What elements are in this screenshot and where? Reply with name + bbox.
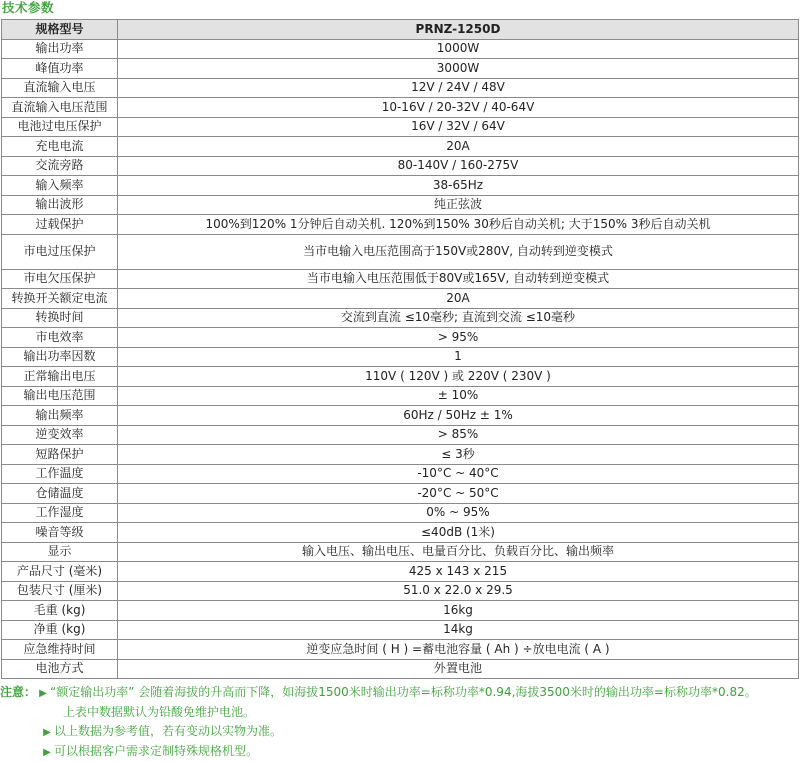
header-label: 规格型号: [2, 20, 118, 40]
table-row: [2, 464, 799, 484]
table-row: [2, 620, 799, 640]
table-row: [2, 562, 799, 582]
row-label: 输出功率: [2, 39, 118, 59]
note-text: “额定输出功率” 会随着海拔的升高而下降，如海拔1500米时输出功率=标称功率*0.94,海拔3500米时的输出功率=标称功率*0.82。: [50, 685, 757, 699]
row-label: 直流输入电压: [2, 78, 118, 98]
row-label: 输出电压范围: [2, 386, 118, 406]
row-value: 3000W: [118, 59, 799, 79]
row-value: > 95%: [118, 328, 799, 348]
row-value: 20A: [118, 289, 799, 309]
row-label: 产品尺寸 (毫米): [2, 562, 118, 582]
row-label: 电池方式: [2, 659, 118, 679]
note-lead: 注意：: [0, 685, 37, 699]
row-label: 峰值功率: [2, 59, 118, 79]
table-row: [2, 98, 799, 118]
table-row: [2, 484, 799, 504]
table-row: [2, 234, 799, 269]
row-value: 当市电输入电压范围高于150V或280V, 自动转到逆变模式: [118, 234, 799, 269]
row-label: 毛重 (kg): [2, 601, 118, 621]
row-value: 51.0 x 22.0 x 29.5: [118, 581, 799, 601]
table-row: [2, 581, 799, 601]
row-label: 直流输入电压范围: [2, 98, 118, 118]
row-value: > 85%: [118, 425, 799, 445]
table-row: [2, 39, 799, 59]
notes-section: [0, 683, 800, 762]
row-value: 1000W: [118, 39, 799, 59]
row-value: 16V / 32V / 64V: [118, 117, 799, 137]
row-value: ≤40dB (1米): [118, 523, 799, 543]
row-value: 110V ( 120V ) 或 220V ( 230V ): [118, 367, 799, 387]
row-value: 外置电池: [118, 659, 799, 679]
row-label: 输出波形: [2, 195, 118, 215]
row-label: 市电过压保护: [2, 234, 118, 269]
note-text: 可以根据客户需求定制特殊规格机型。: [54, 744, 259, 758]
row-label: 转换时间: [2, 308, 118, 328]
row-value: 1: [118, 347, 799, 367]
row-label: 输出频率: [2, 406, 118, 426]
table-row: [2, 328, 799, 348]
table-row: [2, 386, 799, 406]
row-value: 60Hz / 50Hz ± 1%: [118, 406, 799, 426]
table-row: [2, 59, 799, 79]
row-value: -10°C ~ 40°C: [118, 464, 799, 484]
spec-table: [1, 19, 799, 679]
row-label: 噪音等级: [2, 523, 118, 543]
row-value: 逆变应急时间 ( H ) =蓄电池容量 ( Ah ) ÷放电电流 ( A ): [118, 640, 799, 660]
note-line-4: [0, 742, 800, 762]
row-value: 20A: [118, 137, 799, 157]
row-label: 市电效率: [2, 328, 118, 348]
note-text: 上表中数据默认为铅酸免维护电池。: [63, 705, 256, 719]
row-label: 包装尺寸 (厘米): [2, 581, 118, 601]
row-value: 80-140V / 160-275V: [118, 156, 799, 176]
section-title: 技术参数: [2, 0, 55, 15]
row-label: 输入频率: [2, 176, 118, 196]
row-value: 10-16V / 20-32V / 40-64V: [118, 98, 799, 118]
row-label: 显示: [2, 542, 118, 562]
row-label: 充电电流: [2, 137, 118, 157]
table-row: [2, 78, 799, 98]
row-label: 转换开关额定电流: [2, 289, 118, 309]
table-row: [2, 406, 799, 426]
spec-table-body: [2, 39, 799, 679]
table-row: [2, 176, 799, 196]
table-row: [2, 640, 799, 660]
table-row: [2, 215, 799, 235]
table-row: [2, 425, 799, 445]
table-row: [2, 347, 799, 367]
row-label: 市电欠压保护: [2, 269, 118, 289]
row-label: 正常输出电压: [2, 367, 118, 387]
row-value: 输入电压、输出电压、电量百分比、负载百分比、输出频率: [118, 542, 799, 562]
row-value: 纯正弦波: [118, 195, 799, 215]
row-label: 工作温度: [2, 464, 118, 484]
table-row: [2, 269, 799, 289]
table-row: [2, 308, 799, 328]
row-value: 12V / 24V / 48V: [118, 78, 799, 98]
row-value: -20°C ~ 50°C: [118, 484, 799, 504]
note-line-1: [0, 683, 800, 703]
table-row: [2, 659, 799, 679]
table-row: [2, 542, 799, 562]
table-row: [2, 445, 799, 465]
arrow-icon: ▶: [39, 688, 47, 699]
row-label: 净重 (kg): [2, 620, 118, 640]
table-row: [2, 289, 799, 309]
table-row: [2, 117, 799, 137]
table-row: [2, 523, 799, 543]
row-label: 应急维持时间: [2, 640, 118, 660]
row-label: 工作湿度: [2, 503, 118, 523]
table-row: [2, 601, 799, 621]
table-row: [2, 367, 799, 387]
row-value: ± 10%: [118, 386, 799, 406]
table-row: [2, 137, 799, 157]
row-value: 100%到120% 1分钟后自动关机. 120%到150% 30秒后自动关机; 大于150% 3秒后自动关机: [118, 215, 799, 235]
table-header-row: [2, 20, 799, 40]
arrow-icon: ▶: [43, 747, 51, 758]
row-label: 输出功率因数: [2, 347, 118, 367]
arrow-icon: ▶: [43, 727, 51, 738]
row-label: 短路保护: [2, 445, 118, 465]
table-row: [2, 156, 799, 176]
row-value: 0% ~ 95%: [118, 503, 799, 523]
table-row: [2, 503, 799, 523]
row-value: 当市电输入电压范围低于80V或165V, 自动转到逆变模式: [118, 269, 799, 289]
row-value: 16kg: [118, 601, 799, 621]
row-value: 14kg: [118, 620, 799, 640]
row-label: 过载保护: [2, 215, 118, 235]
row-label: 逆变效率: [2, 425, 118, 445]
row-label: 电池过电压保护: [2, 117, 118, 137]
row-label: 交流旁路: [2, 156, 118, 176]
note-line-2: [0, 703, 800, 722]
row-label: 仓储温度: [2, 484, 118, 504]
note-text: 以上数据为参考值，若有变动以实物为准。: [54, 724, 283, 738]
table-row: [2, 195, 799, 215]
row-value: 38-65Hz: [118, 176, 799, 196]
header-model: PRNZ-1250D: [118, 20, 799, 40]
note-line-3: [0, 722, 800, 742]
row-value: 交流到直流 ≤10毫秒; 直流到交流 ≤10毫秒: [118, 308, 799, 328]
row-value: ≤ 3秒: [118, 445, 799, 465]
row-value: 425 x 143 x 215: [118, 562, 799, 582]
